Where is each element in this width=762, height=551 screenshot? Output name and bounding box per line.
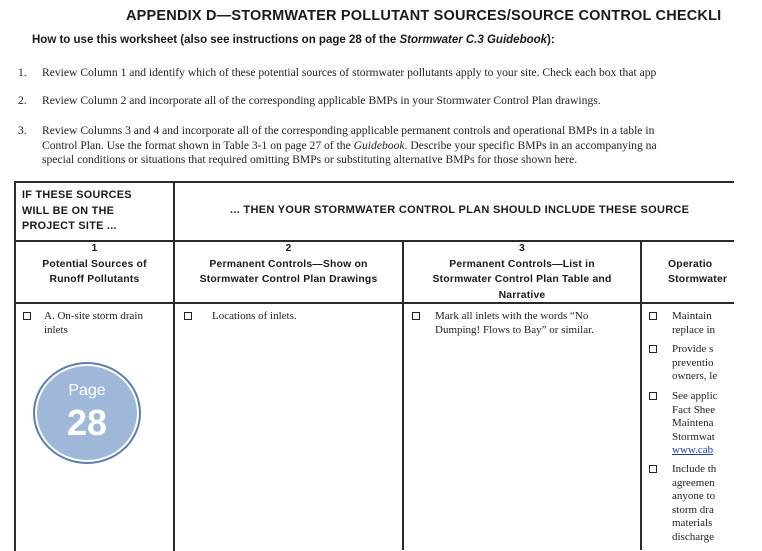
howto-instructions: [32, 34, 555, 46]
step-text-line-2: [42, 139, 657, 153]
step-text-line-3: special conditions or situations that required omitting BMPs or substituting alternative BMPs for those shown here.: [42, 153, 578, 166]
checkbox-operational-3[interactable]: [649, 392, 657, 400]
operational-bmp-3: [672, 390, 718, 458]
cell-line: Maintain: [672, 310, 712, 322]
badge-number: 28: [66, 402, 108, 443]
column-title: Operatio: [668, 258, 713, 270]
cell-line: storm dra: [672, 503, 714, 516]
column-number: [668, 241, 762, 257]
column-title: Runoff Pollutants: [49, 274, 140, 285]
column-title: Potential Sources of: [42, 258, 147, 270]
column-title: Narrative: [498, 289, 546, 301]
cell-line: inlets: [44, 323, 68, 336]
column-number: 3: [519, 243, 525, 254]
howto-suffix: ):: [547, 34, 555, 46]
column-title: Stormwater: [668, 274, 728, 285]
column-title: Stormwater Control Plan Drawings: [199, 274, 378, 285]
step-text-line-2-end: . Describe your specific BMPs in an accompanying na: [404, 138, 657, 152]
permanent-control-drawing: [212, 310, 297, 324]
cell-line: Provide s: [672, 343, 714, 355]
header-sources: [22, 188, 132, 235]
operational-bmp-1: [672, 310, 715, 337]
column-header-1: [16, 241, 173, 288]
step-text: Review Column 1 and identify which of these potential sources of stormwater pollutants apply to your site. Check each box that app: [42, 66, 657, 79]
step-number: 1.: [18, 66, 27, 79]
cell-link[interactable]: www.cab: [672, 444, 714, 456]
source-control-table: [14, 181, 734, 551]
table-border-top: [14, 181, 734, 183]
step-number: 2.: [18, 94, 27, 107]
cell-line: materials: [672, 517, 713, 529]
cell-line: Fact Shee: [672, 403, 716, 416]
column-header-4: [642, 241, 762, 288]
column-header-3: [404, 241, 640, 303]
cell-line: preventio: [672, 356, 714, 369]
cell-line: Mark all inlets with the words “No: [435, 310, 589, 322]
cell-line: discharge: [672, 530, 714, 543]
cell-line: anyone to: [672, 490, 716, 502]
cell-line: A. On-site storm drain: [44, 310, 143, 322]
header-sources-line: WILL BE ON THE: [22, 204, 115, 217]
badge-label: Page: [68, 382, 106, 399]
step-text-line-2-start: Control Plan. Use the format shown in Table 3-1 on page 27 of the: [42, 138, 354, 152]
page-number-badge: [35, 364, 139, 462]
cell-line: owners, le: [672, 370, 718, 382]
checkbox-operational-1[interactable]: [649, 312, 657, 320]
source-item-a: [44, 310, 143, 337]
column-title: Permanent Controls—List in: [449, 258, 595, 270]
page-title: APPENDIX D—STORMWATER POLLUTANT SOURCES/SOURCE CONTROL CHECKLI: [126, 8, 722, 24]
header-sources-line: PROJECT SITE ...: [22, 220, 117, 232]
howto-book-title: Stormwater C.3 Guidebook: [399, 34, 548, 46]
step-number: 3.: [18, 124, 27, 137]
operational-bmp-4: [672, 463, 716, 544]
cell-line: Dumping! Flows to Bay” or similar.: [435, 323, 594, 336]
checkbox-locations-inlets[interactable]: [184, 312, 192, 320]
cell-line: Maintena: [672, 417, 714, 429]
howto-prefix: How to use this worksheet (also see instructions on page 28 of the: [32, 34, 400, 46]
column-divider-1: [173, 181, 175, 551]
cell-line: replace in: [672, 323, 716, 336]
cell-line: Stormwat: [672, 430, 715, 443]
header-then: ... THEN YOUR STORMWATER CONTROL PLAN SHOULD INCLUDE THESE SOURCE: [230, 204, 690, 216]
cell-line: Include th: [672, 463, 717, 475]
checkbox-mark-inlets[interactable]: [412, 312, 420, 320]
checkbox-onsite-inlets[interactable]: [23, 312, 31, 320]
checkbox-operational-2[interactable]: [649, 345, 657, 353]
checkbox-operational-4[interactable]: [649, 465, 657, 473]
operational-bmp-2: [672, 343, 717, 384]
cell-line: agreemen: [672, 476, 715, 489]
column-title: Stormwater Control Plan Table and: [432, 274, 612, 285]
column-header-2: [175, 241, 402, 288]
column-title: Permanent Controls—Show on: [209, 258, 368, 270]
column-number: 2: [285, 243, 292, 254]
column-number: 1: [91, 243, 98, 254]
cell-line: Locations of inlets.: [212, 310, 297, 322]
step-text-line-1: Review Columns 3 and 4 and incorporate all of the corresponding applicable permanent controls and operational BMPs in a table in: [42, 124, 655, 137]
table-border-left: [14, 181, 16, 551]
header-sources-line: IF THESE SOURCES: [22, 189, 132, 201]
permanent-control-narrative: [435, 310, 594, 337]
step-text-guidebook: Guidebook: [353, 138, 405, 152]
step-text: Review Column 2 and incorporate all of the corresponding applicable BMPs in your Stormwater Control Plan drawings.: [42, 94, 601, 107]
cell-line: See applic: [672, 390, 718, 402]
